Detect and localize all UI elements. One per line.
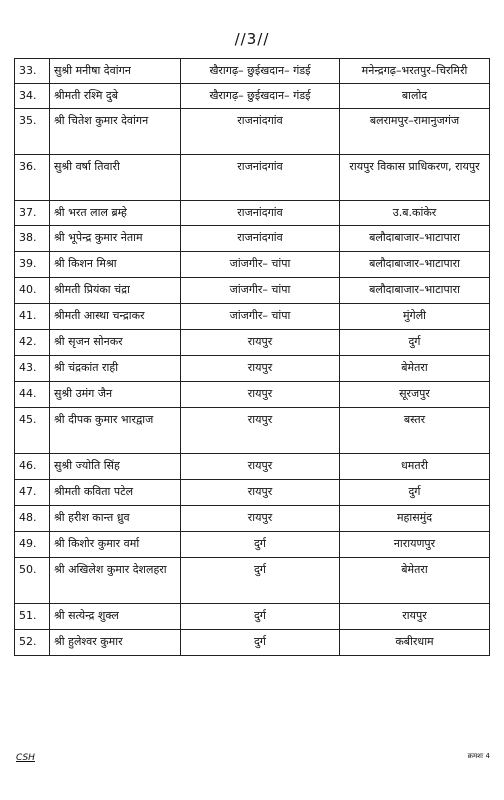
current-posting-cell: राजनांदगांव (181, 226, 340, 252)
serial-number-cell: 44. (15, 382, 50, 408)
current-posting-cell: दुर्ग (181, 630, 340, 656)
serial-number-cell: 35. (15, 109, 50, 155)
serial-number-cell: 45. (15, 408, 50, 454)
current-posting-cell: रायपुर (181, 330, 340, 356)
continuation-page-label: क्रमशः 4 (467, 752, 490, 760)
officer-name-cell: सुश्री उमंग जैन (50, 382, 181, 408)
officer-name-cell: श्री सृजन सोनकर (50, 330, 181, 356)
current-posting-cell: जांजगीर– चांपा (181, 278, 340, 304)
page-marker: //3// (234, 30, 270, 48)
signature-mark: CSH (16, 753, 35, 763)
new-posting-cell: धमतरी (340, 454, 490, 480)
officer-name-cell: श्रीमती कविता पटेल (50, 480, 181, 506)
table-row (15, 408, 490, 454)
table-row (15, 532, 490, 558)
current-posting-cell: खैरागढ़– छुईखदान– गंडई (181, 84, 340, 109)
current-posting-cell: जांजगीर– चांपा (181, 304, 340, 330)
current-posting-cell: रायपुर (181, 480, 340, 506)
new-posting-cell: मनेन्द्रगढ़–भरतपुर–चिरमिरी (340, 59, 490, 84)
current-posting-cell: रायपुर (181, 356, 340, 382)
new-posting-cell: रायपुर विकास प्राधिकरण, रायपुर (340, 155, 490, 201)
serial-number-cell: 47. (15, 480, 50, 506)
transfer-table (14, 58, 490, 656)
current-posting-cell: खैरागढ़– छुईखदान– गंडई (181, 59, 340, 84)
serial-number-cell: 41. (15, 304, 50, 330)
serial-number-cell: 39. (15, 252, 50, 278)
table-row (15, 382, 490, 408)
table-row (15, 480, 490, 506)
current-posting-cell: राजनांदगांव (181, 109, 340, 155)
table-row (15, 252, 490, 278)
new-posting-cell: बलरामपुर–रामानुजगंज (340, 109, 490, 155)
serial-number-cell: 46. (15, 454, 50, 480)
current-posting-cell: रायपुर (181, 382, 340, 408)
table-row (15, 356, 490, 382)
new-posting-cell: बेमेतरा (340, 558, 490, 604)
new-posting-cell: बलौदाबाजार–भाटापारा (340, 252, 490, 278)
current-posting-cell: दुर्ग (181, 558, 340, 604)
current-posting-cell: राजनांदगांव (181, 155, 340, 201)
current-posting-cell: दुर्ग (181, 532, 340, 558)
new-posting-cell: उ.ब.कांकेर (340, 201, 490, 226)
officer-name-cell: श्री किशोर कुमार वर्मा (50, 532, 181, 558)
officer-name-cell: श्री अखिलेश कुमार देशलहरा (50, 558, 181, 604)
new-posting-cell: रायपुर (340, 604, 490, 630)
officer-name-cell: श्रीमती रश्मि दुबे (50, 84, 181, 109)
table-row (15, 558, 490, 604)
transfer-table-body (15, 59, 490, 656)
table-row (15, 604, 490, 630)
current-posting-cell: रायपुर (181, 408, 340, 454)
officer-name-cell: श्री भूपेन्द्र कुमार नेताम (50, 226, 181, 252)
new-posting-cell: मुंगेली (340, 304, 490, 330)
current-posting-cell: दुर्ग (181, 604, 340, 630)
serial-number-cell: 49. (15, 532, 50, 558)
new-posting-cell: नारायणपुर (340, 532, 490, 558)
current-posting-cell: रायपुर (181, 506, 340, 532)
serial-number-cell: 48. (15, 506, 50, 532)
current-posting-cell: जांजगीर– चांपा (181, 252, 340, 278)
serial-number-cell: 34. (15, 84, 50, 109)
officer-name-cell: श्री चंद्रकांत राही (50, 356, 181, 382)
serial-number-cell: 43. (15, 356, 50, 382)
table-row (15, 278, 490, 304)
officer-name-cell: सुश्री वर्षा तिवारी (50, 155, 181, 201)
new-posting-cell: बलौदाबाजार–भाटापारा (340, 278, 490, 304)
officer-name-cell: सुश्री ज्योति सिंह (50, 454, 181, 480)
table-row (15, 84, 490, 109)
table-row (15, 59, 490, 84)
table-row (15, 201, 490, 226)
officer-name-cell: श्री भरत लाल ब्रम्हे (50, 201, 181, 226)
new-posting-cell: सूरजपुर (340, 382, 490, 408)
officer-name-cell: श्री चितेश कुमार देवांगन (50, 109, 181, 155)
new-posting-cell: महासमुंद (340, 506, 490, 532)
new-posting-cell: दुर्ग (340, 330, 490, 356)
table-row (15, 304, 490, 330)
table-row (15, 155, 490, 201)
new-posting-cell: बस्तर (340, 408, 490, 454)
current-posting-cell: रायपुर (181, 454, 340, 480)
officer-name-cell: श्रीमती आस्था चन्द्राकर (50, 304, 181, 330)
officer-name-cell: श्री हुलेश्वर कुमार (50, 630, 181, 656)
new-posting-cell: बालोद (340, 84, 490, 109)
table-row (15, 630, 490, 656)
table-row (15, 330, 490, 356)
officer-name-cell: सुश्री मनीषा देवांगन (50, 59, 181, 84)
serial-number-cell: 50. (15, 558, 50, 604)
serial-number-cell: 37. (15, 201, 50, 226)
table-row (15, 109, 490, 155)
officer-name-cell: श्री किशन मिश्रा (50, 252, 181, 278)
officer-name-cell: श्री हरीश कान्त ध्रुव (50, 506, 181, 532)
serial-number-cell: 33. (15, 59, 50, 84)
serial-number-cell: 36. (15, 155, 50, 201)
new-posting-cell: बलौदाबाजार–भाटापारा (340, 226, 490, 252)
officer-name-cell: श्री दीपक कुमार भारद्वाज (50, 408, 181, 454)
serial-number-cell: 51. (15, 604, 50, 630)
current-posting-cell: राजनांदगांव (181, 201, 340, 226)
officer-name-cell: श्रीमती प्रियंका चंद्रा (50, 278, 181, 304)
serial-number-cell: 42. (15, 330, 50, 356)
table-row (15, 226, 490, 252)
serial-number-cell: 40. (15, 278, 50, 304)
serial-number-cell: 38. (15, 226, 50, 252)
new-posting-cell: कबीरधाम (340, 630, 490, 656)
table-row (15, 454, 490, 480)
new-posting-cell: दुर्ग (340, 480, 490, 506)
table-row (15, 506, 490, 532)
officer-name-cell: श्री सत्येन्द्र शुक्ल (50, 604, 181, 630)
new-posting-cell: बेमेतरा (340, 356, 490, 382)
serial-number-cell: 52. (15, 630, 50, 656)
